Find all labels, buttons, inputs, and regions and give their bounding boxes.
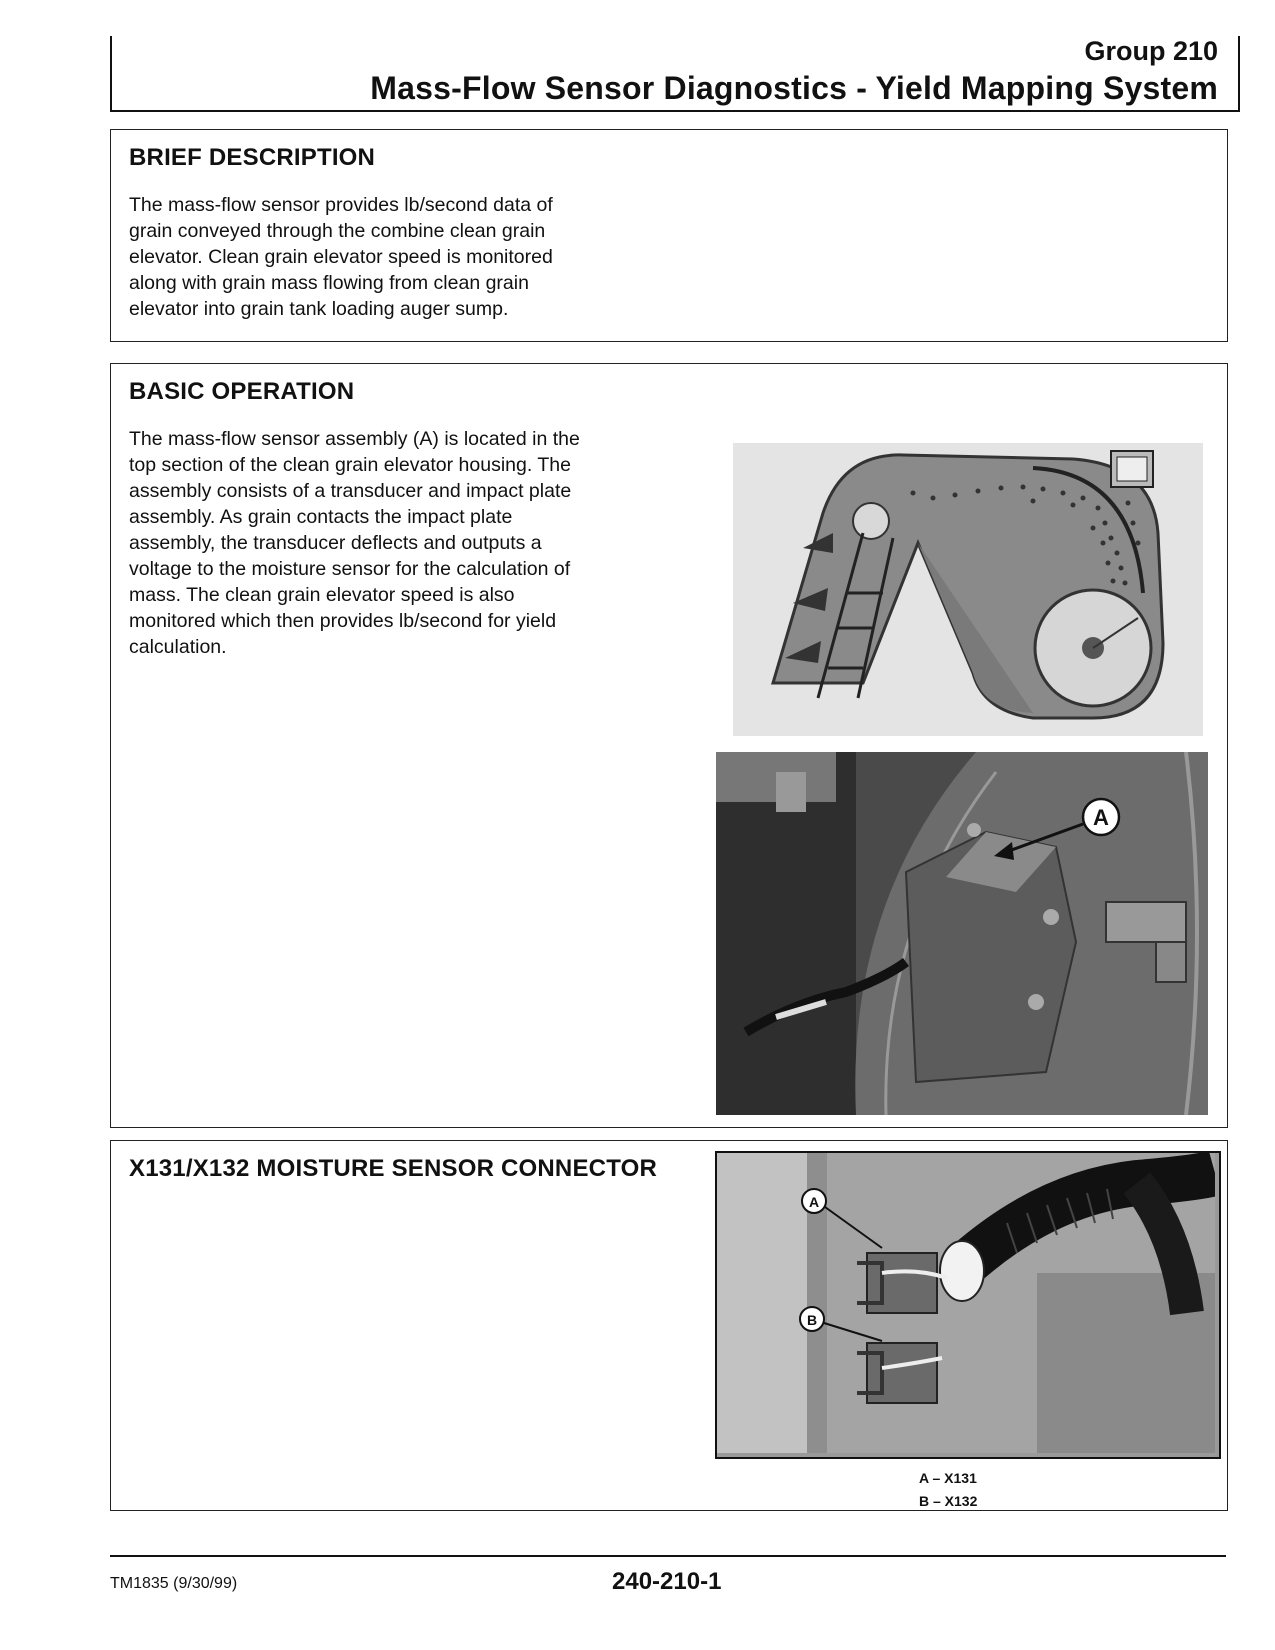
brief-description-text [129, 192, 629, 322]
text-line: The mass-flow sensor assembly (A) is located in the [129, 428, 580, 450]
callout-b-label: B [806, 1312, 818, 1328]
page-title: Mass-Flow Sensor Diagnostics - Yield Mapping System [370, 70, 1218, 106]
text-line: mass. The clean grain elevator speed is also [129, 584, 515, 606]
elevator-diagram-illustration [733, 443, 1203, 736]
text-line: grain conveyed through the combine clean grain [129, 220, 546, 242]
text-line: calculation. [129, 636, 227, 658]
text-line: assembly consists of a transducer and impact plate [129, 480, 572, 502]
text-line: monitored which then provides lb/second for yield [129, 610, 557, 632]
footer-page-number: 240-210-1 [612, 1568, 722, 1595]
callout-a-label: A [1093, 805, 1109, 830]
basic-operation-heading: BASIC OPERATION [129, 378, 355, 405]
text-line: top section of the clean grain elevator housing. The [129, 454, 571, 476]
footer-divider [110, 1555, 1226, 1557]
brief-description-heading: BRIEF DESCRIPTION [129, 144, 376, 171]
legend-item-b: B – X132 [919, 1493, 978, 1509]
text-line: elevator into grain tank loading auger sump. [129, 298, 509, 320]
basic-operation-section [110, 363, 1228, 1128]
callout-a-label: A [808, 1194, 820, 1210]
footer-doc-id: TM1835 (9/30/99) [110, 1575, 238, 1592]
text-line: along with grain mass flowing from clean grain [129, 272, 529, 294]
connector-photo [715, 1151, 1221, 1459]
moisture-connector-section [110, 1140, 1228, 1511]
sensor-assembly-photo [716, 752, 1208, 1115]
page-header [110, 36, 1240, 112]
text-line: elevator. Clean grain elevator speed is monitored [129, 246, 553, 268]
group-label: Group 210 [1084, 36, 1218, 66]
moisture-connector-heading: X131/X132 MOISTURE SENSOR CONNECTOR [129, 1155, 658, 1182]
text-line: The mass-flow sensor provides lb/second data of [129, 194, 553, 216]
text-line: assembly, the transducer deflects and outputs a [129, 532, 542, 554]
legend-item-a: A – X131 [919, 1470, 977, 1486]
text-line: assembly. As grain contacts the impact plate [129, 506, 513, 528]
connector-legend [919, 1467, 977, 1513]
basic-operation-text [129, 426, 649, 660]
brief-description-section [110, 129, 1228, 342]
text-line: voltage to the moisture sensor for the calculation of [129, 558, 571, 580]
